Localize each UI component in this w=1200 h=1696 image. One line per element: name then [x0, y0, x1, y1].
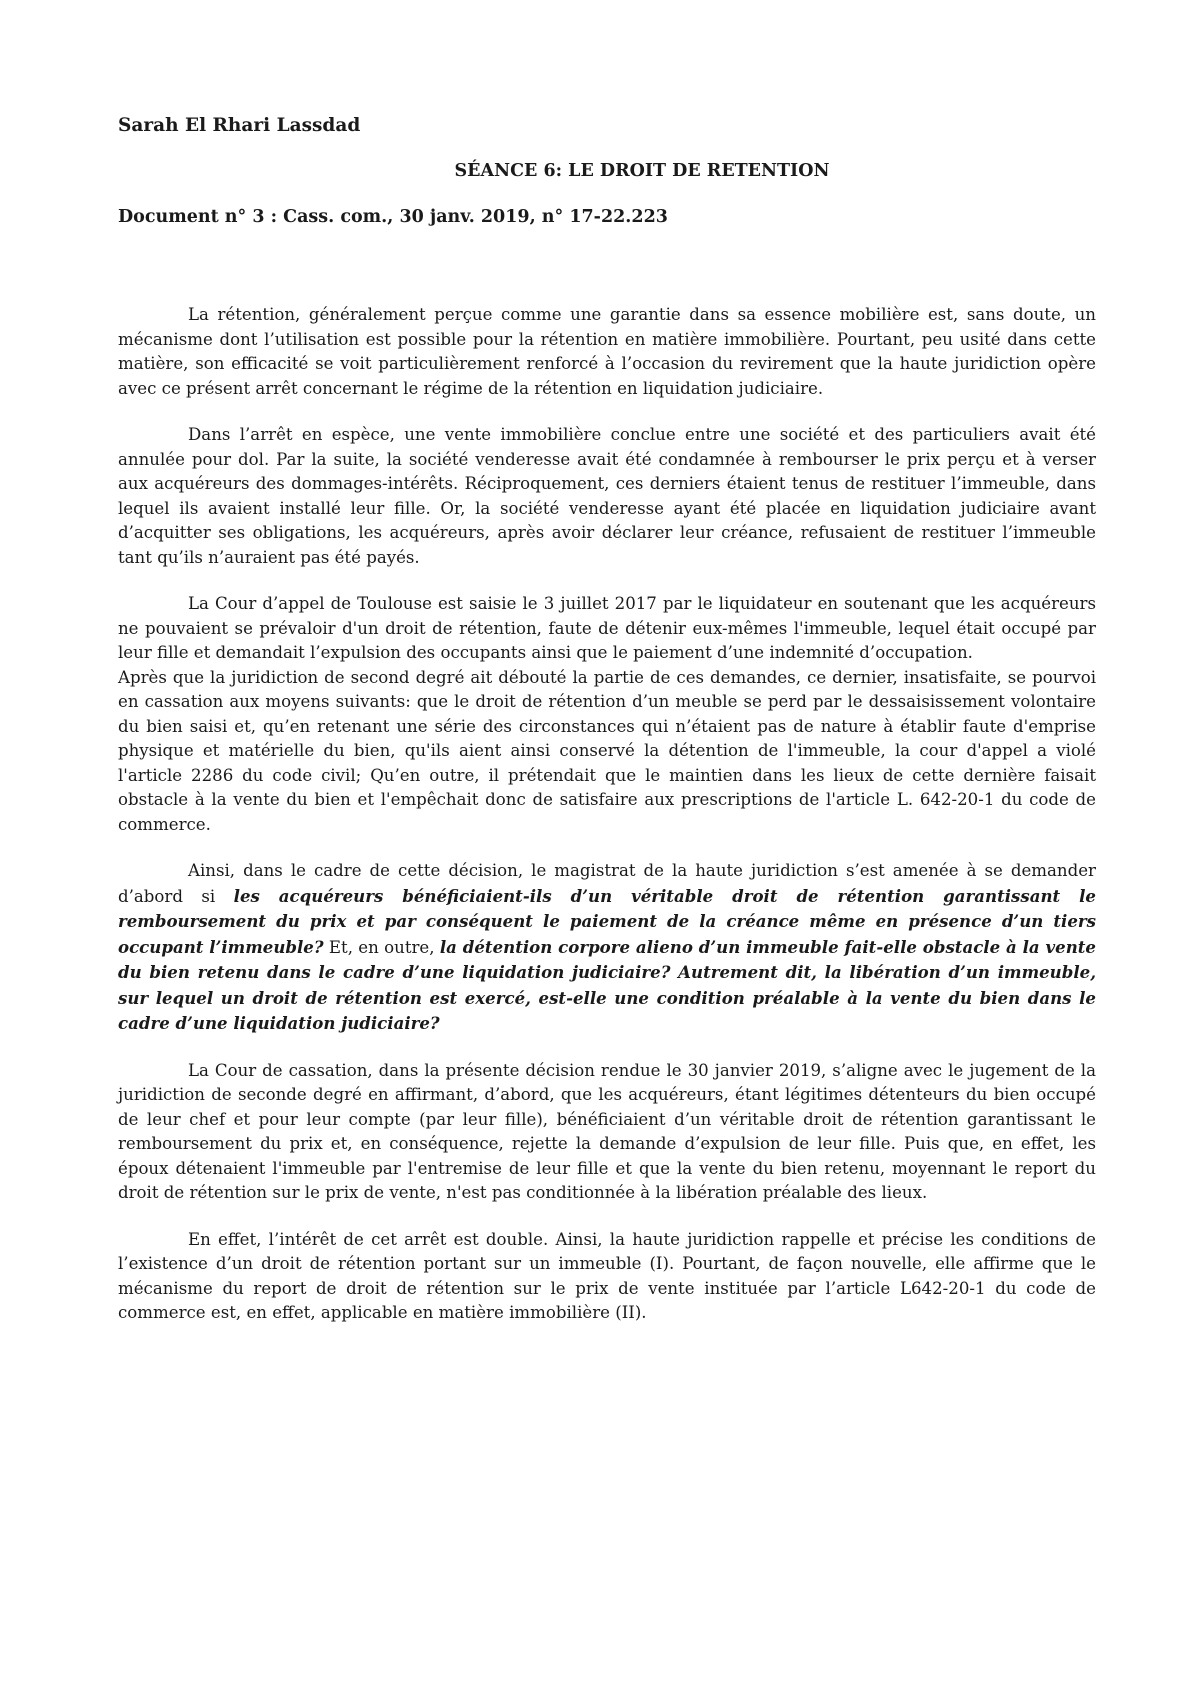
legal-question-1: les acquéreurs bénéficiaient-ils d’un véritable droit de rétention garantissant le remboursement du prix et par conséquent le paiement de la créance même en présence d’un tiers occupant l’immeuble? — [118, 885, 1096, 957]
paragraph-legal-question — [118, 859, 1096, 1037]
paragraph-announcement: En effet, l’intérêt de cet arrêt est double. Ainsi, la haute juridiction rappelle et précise les conditions de l’existence d’un droit de rétention portant sur un immeuble (I). Pourtant, de façon nouvelle, elle affirme que le mécanisme du report de droit de rétention sur le prix de vente instituée par l’article L642-20-1 du code de commerce est, en effet, applicable en matière immobilière (II). — [118, 1229, 1096, 1322]
legal-question-2: la détention corpore alieno d’un immeuble fait-elle obstacle à la vente du bien retenu dans le cadre d’une liquidation judiciaire? Autrement dit, la libération d’un immeuble, sur lequel un droit de rétention est exercé, est-elle une condition préalable à la vente du bien dans le cadre d’une liquidation judiciaire? — [118, 936, 1096, 1033]
paragraph-solution: La Cour de cassation, dans la présente décision rendue le 30 janvier 2019, s’aligne avec le jugement de la juridiction de seconde degré en affirmant, d’abord, que les acquéreurs, étant légitimes détenteurs du bien occupé de leur chef et pour leur compte (par leur fille), bénéficiaient d’un véritable droit de rétention garantissant le remboursement du prix et, en conséquence, rejette la demande d’expulsion de leur fille. Puis que, en effet, les époux détenaient l'immeuble par l'entremise de leur fille et que la vente du bien retenu, moyennant le report du droit de rétention sur le prix de vente, n'est pas conditionnée à la libération préalable des lieux. — [118, 1060, 1096, 1202]
paragraph-intro: La rétention, généralement perçue comme une garantie dans sa essence mobilière est, sans doute, un mécanisme dont l’utilisation est possible pour la rétention en matière immobilière. Pourtant, peu usité dans cette matière, son efficacité se voit particulièrement renforcé à l’occasion du revirement que la haute juridiction opère avec ce présent arrêt concernant le régime de la rétention en liquidation judiciaire. — [118, 305, 1096, 398]
question-mid-text: Et, en outre, — [323, 937, 440, 957]
document-reference: Document n° 3 : Cass. com., 30 janv. 2019, n° 17-22.223 — [118, 207, 668, 227]
paragraph-facts: Dans l’arrêt en espèce, une vente immobilière conclue entre une société et des particuliers avait été annulée pour dol. Par la suite, la société venderesse avait été condamnée à rembourser le prix perçu et à verser aux acquéreurs des dommages-intérêts. Réciproquement, ces derniers étaient tenus de restituer l’immeuble, dans lequel ils avaient installé leur fille. Or, la société venderesse ayant été placée en liquidation judiciaire avant d’acquitter ses obligations, les acquéreurs, après avoir déclarer leur créance, refusaient de restituer l’immeuble tant qu’ils n’auraient pas été payés. — [118, 425, 1096, 567]
seance-title: SÉANCE 6: LE DROIT DE RETENTION — [454, 161, 830, 181]
document-body — [118, 303, 1096, 1326]
paragraph-procedure: La Cour d’appel de Toulouse est saisie le 3 juillet 2017 par le liquidateur en soutenant que les acquéreurs ne pouvaient se prévaloir d'un droit de rétention, faute de détenir eux-mêmes l'immeuble, lequel était occupé par leur fille et demandait l’expulsion des occupants ainsi que le paiement d’une indemnité d’occupation. — [118, 594, 1096, 662]
paragraph-pourvoi: Après que la juridiction de second degré ait débouté la partie de ces demandes, ce dernier, insatisfaite, se pourvoi en cassation aux moyens suivants: que le droit de rétention d’un meuble se perd par le dessaisissement volontaire du bien saisi et, qu’en retenant une série des circonstances qui n’étaient pas de nature à établir faute d'emprise physique et matérielle du bien, qu'ils aient ainsi conservé la détention de l'immeuble, la cour d'appel a violé l'article 2286 du code civil; Qu’en outre, il prétendait que le maintien dans les lieux de cette dernière faisait obstacle à la vente du bien et l'empêchait donc de satisfaire aux prescriptions de l'article L. 642-20-1 du code de commerce. — [118, 667, 1096, 834]
question-intro-text: Ainsi, dans le cadre de cette décision, le magistrat de la haute juridiction s’est amenée à se demander d’abord si — [118, 861, 1096, 906]
author-name: Sarah El Rhari Lassdad — [118, 115, 361, 136]
